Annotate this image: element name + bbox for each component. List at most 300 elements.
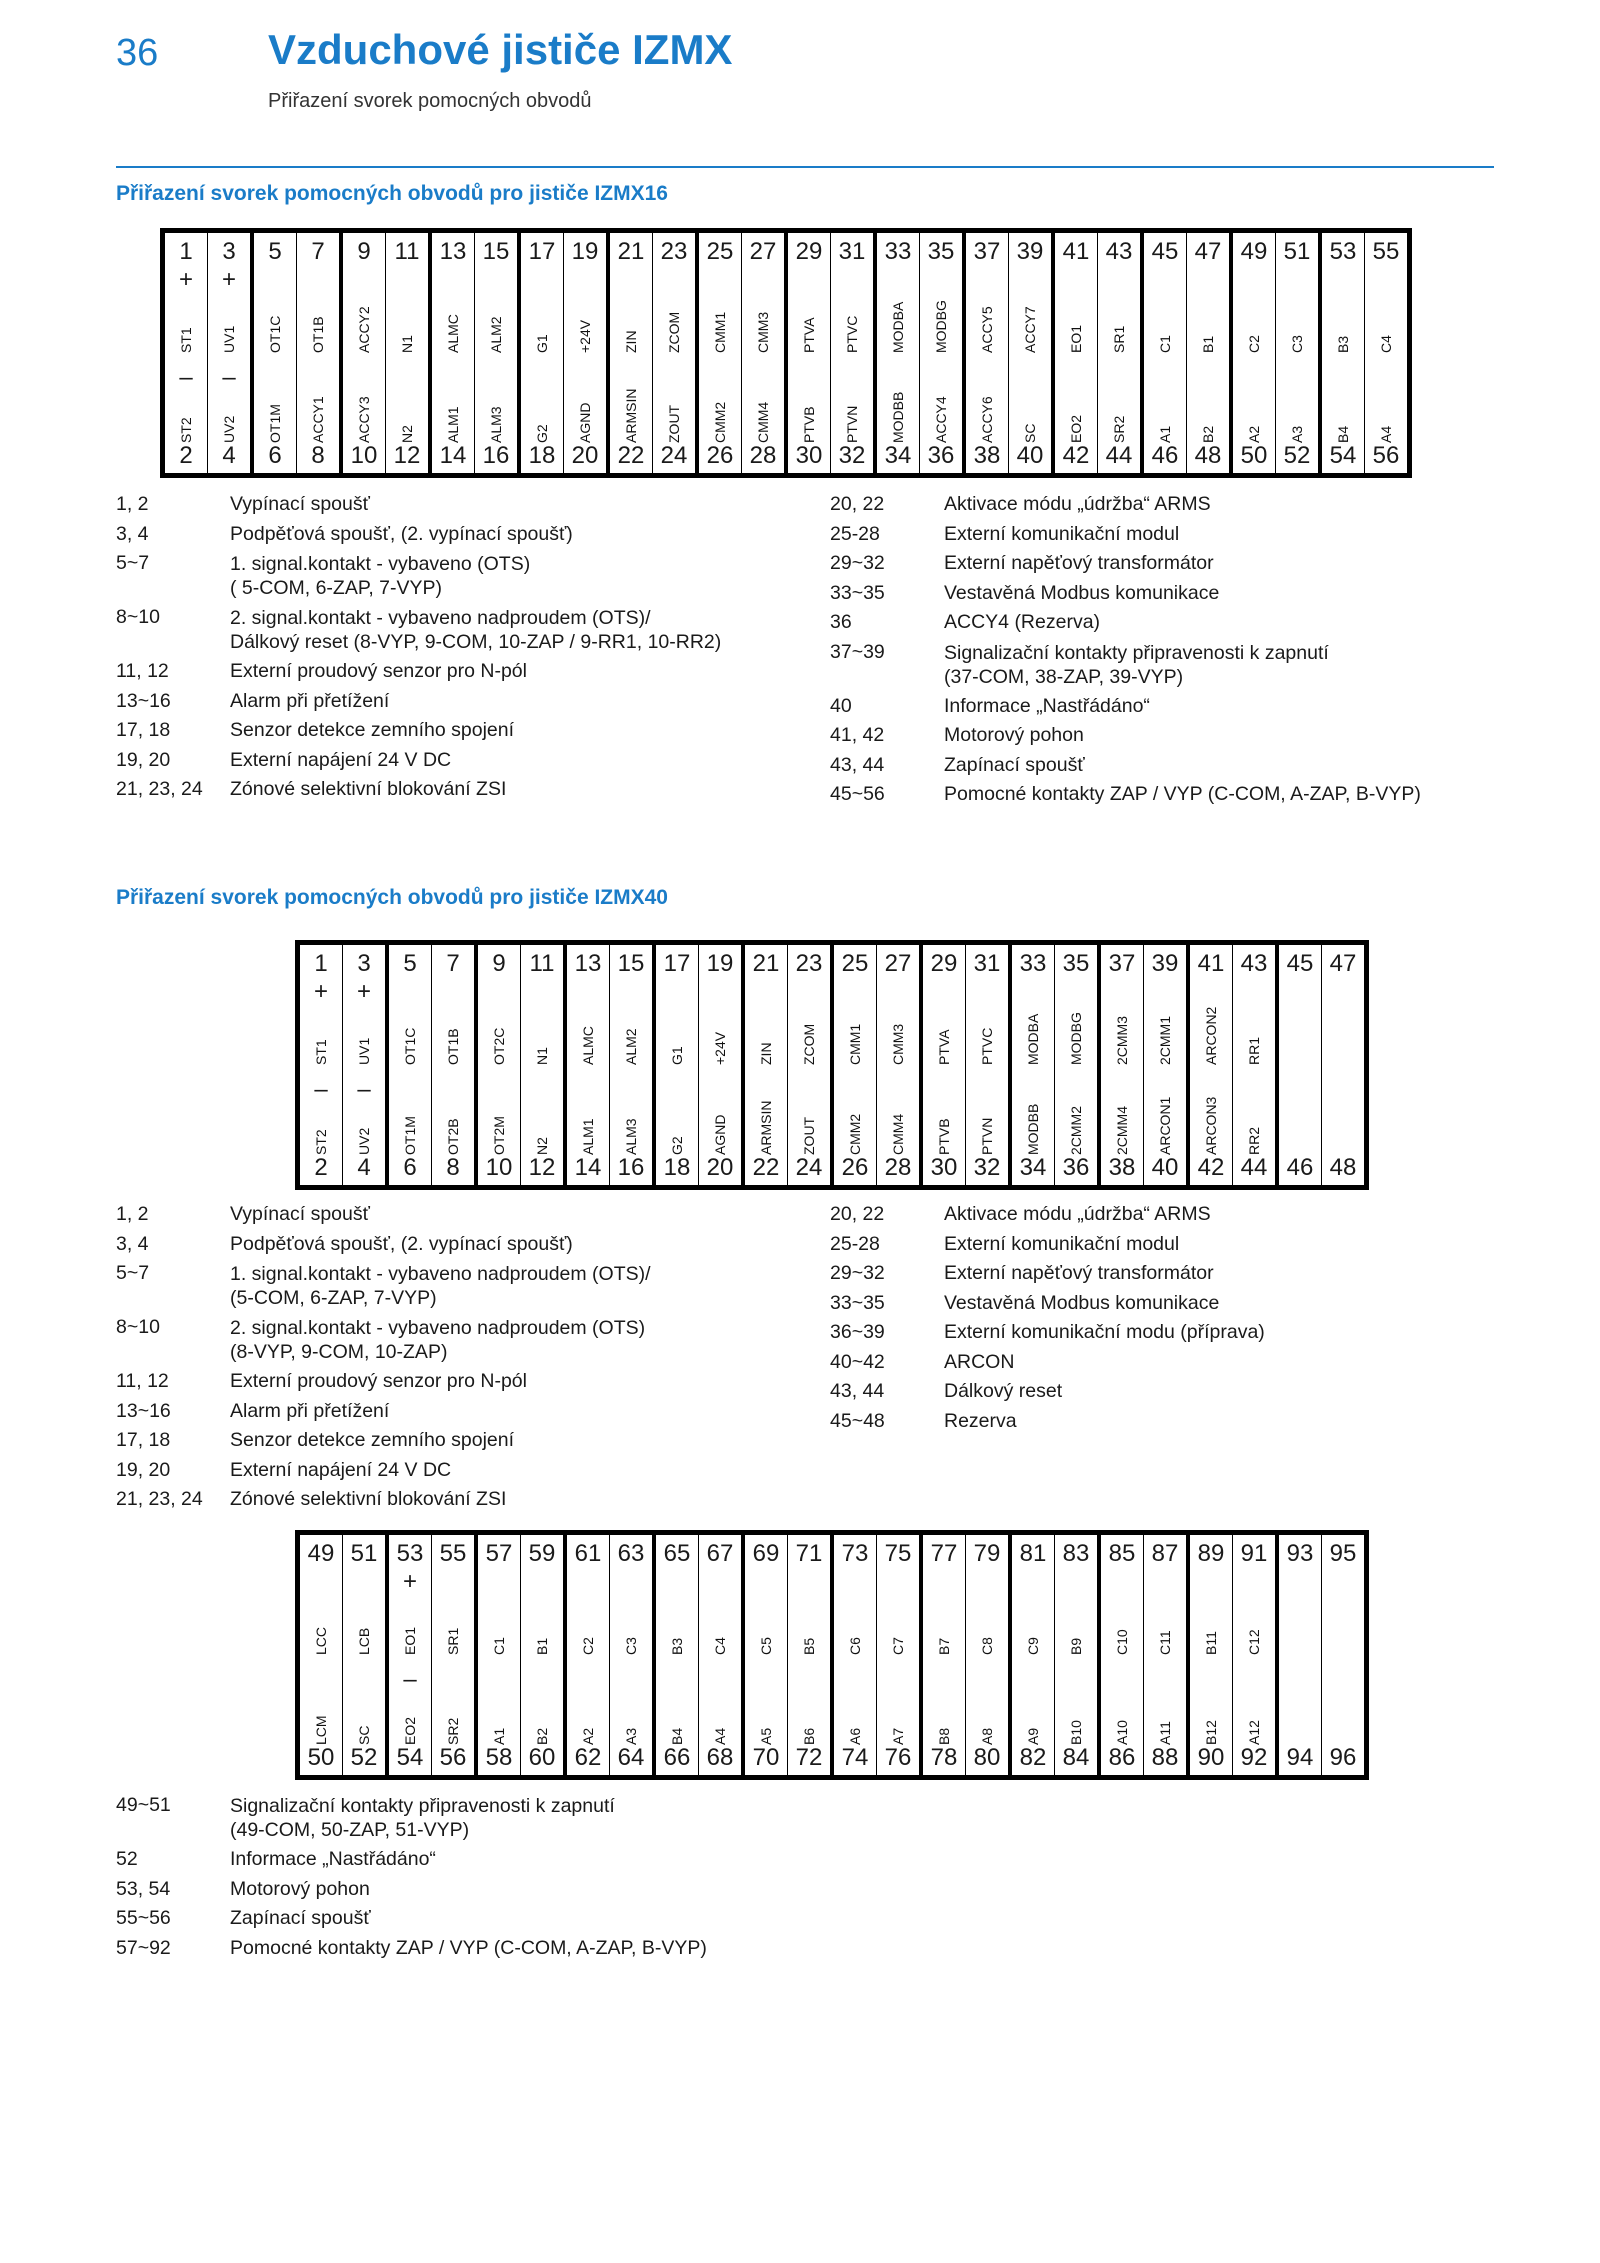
terminal-label: CMM3: [890, 1023, 906, 1065]
terminal-cell: [1233, 233, 1275, 473]
terminal-label: ARCON3: [1203, 1096, 1219, 1155]
legend-izmx40-bottom: [116, 1791, 1016, 1963]
terminal-label: C2: [580, 1637, 596, 1655]
terminal-label: C1: [491, 1637, 507, 1655]
terminal-number: 5: [403, 950, 417, 977]
terminal-label: ST2: [313, 1129, 329, 1155]
terminal-label: B1: [534, 1637, 550, 1655]
terminal-number: 35: [1062, 950, 1090, 977]
terminal-pair: [962, 233, 1051, 473]
terminal-number: 52: [350, 1744, 378, 1771]
terminal-label: PTVC: [844, 315, 860, 353]
terminal-label: C4: [1378, 335, 1394, 353]
terminal-number: 2: [314, 1154, 328, 1181]
terminal-label: B2: [1200, 425, 1216, 443]
terminal-number: 56: [439, 1744, 467, 1771]
terminal-pair: [1275, 1535, 1364, 1775]
terminal-label: ARCON2: [1203, 1006, 1219, 1065]
terminal-label: EO1: [1068, 324, 1084, 353]
legend-key: 25-28: [830, 1232, 880, 1255]
terminal-number: 45: [1151, 238, 1179, 265]
terminal-number: 20: [706, 1154, 734, 1181]
terminal-label: OT2B: [445, 1118, 461, 1155]
terminal-cell: [877, 233, 919, 473]
terminal-label: C11: [1157, 1630, 1173, 1655]
terminal-label: 2CMM2: [1068, 1105, 1084, 1155]
legend-key: 57~92: [116, 1936, 171, 1959]
legend-value: [944, 1318, 1530, 1348]
terminal-label: PTVC: [979, 1027, 995, 1065]
terminal-label: B2: [534, 1727, 550, 1745]
terminal-cell: [1012, 1535, 1054, 1775]
terminal-number: 96: [1329, 1744, 1357, 1771]
terminal-cell: [1275, 233, 1318, 473]
legend-text: Zónové selektivní blokování ZSI: [230, 778, 507, 800]
terminal-cell: [300, 945, 342, 1185]
terminal-label: UV2: [356, 1127, 372, 1155]
terminal-number: 25: [841, 950, 869, 977]
legend-value: [230, 1230, 816, 1260]
terminal-number: 49: [1240, 238, 1268, 265]
terminal-pair: [1186, 945, 1275, 1185]
terminal-cell: [1364, 233, 1407, 473]
legend-key: 40: [830, 694, 852, 717]
terminal-number: 46: [1286, 1154, 1314, 1181]
terminal-pair: [385, 1535, 474, 1775]
legend-key: 13~16: [116, 689, 171, 712]
legend-text: ( 5-COM, 6-ZAP, 7-VYP): [230, 577, 443, 599]
terminal-number: 31: [973, 950, 1001, 977]
terminal-number: 78: [930, 1744, 958, 1771]
terminal-label: C5: [758, 1637, 774, 1655]
terminal-number: 74: [841, 1744, 869, 1771]
legend-value: [944, 692, 1530, 722]
legend-key: 11, 12: [116, 660, 169, 682]
terminal-number: 37: [1108, 950, 1136, 977]
legend-text: Dálkový reset (8-VYP, 9-COM, 10-ZAP / 9-RR1, 10-RR2): [230, 631, 722, 653]
terminal-cell: [1101, 1535, 1143, 1775]
terminal-number: 28: [884, 1154, 912, 1181]
terminal-number: 12: [393, 442, 421, 469]
legend-row: [116, 1875, 1016, 1905]
terminal-label: +24V: [577, 319, 593, 353]
legend-text: Senzor detekce zemního spojení: [230, 1429, 515, 1451]
legend-row: [116, 657, 816, 687]
legend-value: [230, 549, 816, 603]
terminal-pair: [919, 945, 1008, 1185]
legend-key: 40~42: [830, 1350, 885, 1373]
terminal-label: B11: [1203, 1631, 1219, 1655]
legend-key: 11, 12: [116, 1370, 169, 1392]
terminal-label: C7: [890, 1637, 906, 1655]
legend-izmx40-left: [116, 1200, 816, 1515]
terminal-cell: [745, 1535, 787, 1775]
terminal-number: 50: [307, 1744, 335, 1771]
terminal-number: 94: [1286, 1744, 1314, 1771]
terminal-label: B5: [801, 1637, 817, 1655]
terminal-label: ST1: [313, 1039, 329, 1065]
terminal-label: G2: [534, 424, 550, 443]
terminal-label: ACCY4: [933, 396, 949, 443]
legend-row: [116, 1367, 816, 1397]
terminal-number: 1: [314, 950, 328, 977]
terminal-pair: [1008, 945, 1097, 1185]
legend-text: Externí komunikační modul: [944, 522, 1180, 545]
legend-key: 45~56: [830, 783, 885, 805]
terminal-number: 12: [528, 1154, 556, 1181]
legend-izmx16-left: [116, 490, 816, 805]
legend-row: [830, 1289, 1530, 1319]
terminal-cell: [165, 233, 207, 473]
terminal-label: B10: [1068, 1720, 1084, 1745]
legend-text: Externí komunikační modu (příprava): [944, 1321, 1265, 1343]
terminal-label: C12: [1246, 1629, 1262, 1655]
legend-key: 33~35: [830, 1291, 885, 1314]
terminal-cell: [834, 945, 876, 1185]
terminal-cell: [520, 945, 563, 1185]
terminal-label: A3: [1289, 425, 1305, 443]
legend-key: 21, 23, 24: [116, 1488, 203, 1510]
terminal-label: 2CMM1: [1157, 1015, 1173, 1065]
terminal-cell: [609, 945, 652, 1185]
legend-text: Alarm při přetížení: [230, 1399, 390, 1422]
terminal-cell: [296, 233, 339, 473]
terminal-cell: [385, 233, 428, 473]
legend-text: 2. signal.kontakt - vybaveno nadproudem (OTS): [230, 1317, 646, 1339]
terminal-pair: [919, 1535, 1008, 1775]
terminal-number: 8: [446, 1154, 460, 1181]
terminal-cell: [656, 945, 698, 1185]
terminal-number: 20: [571, 442, 599, 469]
terminal-number: 95: [1329, 1540, 1357, 1567]
legend-key: 55~56: [116, 1907, 171, 1929]
terminal-number: 24: [660, 442, 688, 469]
terminal-label: ALM3: [623, 1118, 639, 1155]
terminal-label: A12: [1246, 1720, 1262, 1745]
legend-row: [116, 1200, 816, 1230]
legend-row: [830, 520, 1530, 550]
terminal-pair: [474, 1535, 563, 1775]
terminal-number: 69: [752, 1540, 780, 1567]
terminal-number: 15: [482, 238, 510, 265]
terminal-label: LCM: [313, 1715, 329, 1745]
terminal-label: +24V: [712, 1031, 728, 1065]
terminal-label: C4: [712, 1637, 728, 1655]
terminal-cell: [1322, 233, 1364, 473]
legend-key: 25-28: [830, 522, 880, 545]
terminal-label: CMM2: [847, 1113, 863, 1155]
legend-key: 45~48: [830, 1409, 885, 1432]
terminal-pair: [1140, 233, 1229, 473]
terminal-number: 80: [973, 1744, 1001, 1771]
terminal-label: OT1M: [402, 1116, 418, 1155]
terminal-label: SC: [356, 1725, 372, 1745]
legend-row: [116, 687, 816, 717]
terminal-cell: [788, 233, 830, 473]
terminal-cell: [876, 1535, 919, 1775]
polarity-minus: –: [179, 364, 193, 391]
terminal-label: N1: [534, 1047, 550, 1065]
legend-key: 49~51: [116, 1794, 171, 1816]
terminal-label: B7: [936, 1637, 952, 1655]
terminal-pair: [250, 233, 339, 473]
terminal-number: 40: [1151, 1154, 1179, 1181]
terminal-label: OT1B: [310, 316, 326, 353]
terminal-number: 88: [1151, 1744, 1179, 1771]
terminal-number: 47: [1194, 238, 1222, 265]
terminal-number: 27: [884, 950, 912, 977]
legend-key: 5~7: [116, 552, 150, 574]
terminal-cell: [207, 233, 250, 473]
terminal-label: C8: [979, 1637, 995, 1655]
terminal-pair: [1008, 1535, 1097, 1775]
terminal-number: 33: [1019, 950, 1047, 977]
terminal-number: 21: [617, 238, 645, 265]
terminal-cell: [656, 1535, 698, 1775]
legend-row: [116, 1791, 1016, 1845]
terminal-number: 16: [482, 442, 510, 469]
terminal-cell: [876, 945, 919, 1185]
terminal-number: 27: [749, 238, 777, 265]
terminal-label: N2: [534, 1137, 550, 1155]
terminal-number: 23: [660, 238, 688, 265]
terminal-number: 71: [795, 1540, 823, 1567]
terminal-label: A2: [1246, 425, 1262, 443]
terminal-label: CMM3: [755, 311, 771, 353]
terminal-number: 85: [1108, 1540, 1136, 1567]
legend-row: [116, 1313, 816, 1367]
polarity-plus: +: [356, 978, 371, 1005]
terminal-pair: [1051, 233, 1140, 473]
terminal-pair: [517, 233, 606, 473]
terminal-label: A11: [1157, 1721, 1173, 1745]
terminal-label: B4: [669, 1727, 685, 1745]
terminal-pair: [165, 233, 250, 473]
legend-key: 41, 42: [830, 724, 885, 746]
terminal-label: LCC: [313, 1626, 329, 1655]
terminal-number: 47: [1329, 950, 1357, 977]
terminal-pair: [563, 945, 652, 1185]
legend-value: [230, 1367, 816, 1397]
terminal-label: A3: [623, 1727, 639, 1745]
terminal-label: C3: [623, 1637, 639, 1655]
terminal-label: 2CMM4: [1114, 1105, 1130, 1155]
terminal-number: 90: [1197, 1744, 1225, 1771]
terminal-cell: [1190, 1535, 1232, 1775]
terminal-pair: [741, 1535, 830, 1775]
terminal-label: ARCON1: [1157, 1096, 1173, 1155]
terminal-number: 60: [528, 1744, 556, 1771]
terminal-label: ALM1: [445, 406, 461, 443]
terminal-number: 38: [1108, 1154, 1136, 1181]
terminal-pair: [563, 1535, 652, 1775]
terminal-number: 40: [1016, 442, 1044, 469]
legend-value: [230, 1456, 816, 1486]
legend-row: [830, 751, 1530, 781]
legend-value: [230, 1934, 1016, 1964]
terminal-number: 45: [1286, 950, 1314, 977]
legend-key: 20, 22: [830, 493, 885, 515]
terminal-number: 34: [884, 442, 912, 469]
legend-row: [830, 721, 1530, 751]
terminal-number: 1: [179, 238, 193, 265]
terminal-number: 55: [1372, 238, 1400, 265]
legend-key: 43, 44: [830, 753, 885, 776]
terminal-cell: [1054, 1535, 1097, 1775]
terminal-block-izmx40-b: [295, 1530, 1369, 1780]
legend-text: Pomocné kontakty ZAP / VYP (C-COM, A-ZAP, B-VYP): [230, 1936, 707, 1959]
legend-value: [230, 1259, 816, 1313]
legend-key: 8~10: [116, 1316, 160, 1338]
legend-key: 29~32: [830, 1262, 885, 1284]
legend-value: [944, 549, 1530, 579]
terminal-cell: [966, 233, 1008, 473]
terminal-cell: [1232, 1535, 1275, 1775]
terminal-pair: [741, 945, 830, 1185]
terminal-number: 26: [706, 442, 734, 469]
header-rule: [116, 166, 1494, 168]
terminal-number: 51: [350, 1540, 378, 1567]
legend-izmx16-right: [830, 490, 1530, 810]
legend-value: [230, 775, 816, 805]
terminal-number: 41: [1197, 950, 1225, 977]
terminal-number: 83: [1062, 1540, 1090, 1567]
terminal-number: 39: [1016, 238, 1044, 265]
terminal-label: CMM4: [890, 1113, 906, 1155]
legend-key: 8~10: [116, 606, 160, 628]
terminal-number: 9: [492, 950, 506, 977]
terminal-label: ZIN: [623, 330, 639, 353]
legend-row: [116, 603, 816, 657]
terminal-label: C3: [1289, 335, 1305, 353]
terminal-label: ACCY1: [310, 396, 326, 443]
terminal-number: 77: [930, 1540, 958, 1567]
terminal-cell: [1190, 945, 1232, 1185]
terminal-pair: [300, 1535, 385, 1775]
legend-value: [944, 721, 1530, 751]
legend-value: [230, 1875, 1016, 1905]
terminal-number: 48: [1329, 1154, 1357, 1181]
terminal-cell: [300, 1535, 342, 1775]
legend-row: [116, 775, 816, 805]
legend-text: ARCON: [944, 1350, 1015, 1373]
terminal-label: ZCOM: [801, 1023, 817, 1065]
terminal-label: MODBA: [890, 301, 906, 353]
terminal-number: 10: [350, 442, 378, 469]
terminal-label: UV2: [221, 415, 237, 443]
terminal-label: SR1: [1111, 325, 1127, 353]
terminal-label: OT2C: [491, 1027, 507, 1065]
terminal-label: EO1: [402, 1626, 418, 1655]
terminal-cell: [478, 945, 520, 1185]
legend-text: ACCY4 (Rezerva): [944, 611, 1101, 633]
terminal-label: A6: [847, 1727, 863, 1745]
terminal-cell: [1279, 945, 1321, 1185]
legend-value: [230, 1426, 816, 1456]
terminal-number: 57: [485, 1540, 513, 1567]
terminal-number: 93: [1286, 1540, 1314, 1567]
terminal-label: AGND: [577, 402, 593, 443]
terminal-number: 28: [749, 442, 777, 469]
terminal-label: OT1C: [402, 1027, 418, 1065]
legend-value: [944, 1377, 1530, 1407]
terminal-number: 52: [1283, 442, 1311, 469]
terminal-label: ZOUT: [666, 404, 682, 443]
legend-text: Signalizační kontakty připravenosti k zapnutí: [944, 641, 1329, 664]
terminal-cell: [1232, 945, 1275, 1185]
terminal-number: 33: [884, 238, 912, 265]
legend-text: Externí napájení 24 V DC: [230, 748, 452, 771]
terminal-number: 53: [1329, 238, 1357, 265]
legend-izmx40-right: [830, 1200, 1530, 1436]
terminal-cell: [1143, 945, 1186, 1185]
terminal-label: ST2: [178, 417, 194, 443]
terminal-cell: [919, 233, 962, 473]
terminal-label: LCB: [356, 1627, 372, 1655]
terminal-label: AGND: [712, 1114, 728, 1155]
terminal-label: B12: [1203, 1720, 1219, 1745]
terminal-number: 32: [838, 442, 866, 469]
legend-text: Zapínací spoušť: [944, 753, 1085, 776]
legend-text: Externí napájení 24 V DC: [230, 1458, 452, 1481]
terminal-label: C1: [1157, 335, 1173, 353]
terminal-pair: [1229, 233, 1318, 473]
terminal-cell: [652, 233, 695, 473]
legend-row: [830, 1348, 1530, 1378]
terminal-number: 49: [307, 1540, 335, 1567]
terminal-label: MODBG: [933, 300, 949, 353]
terminal-cell: [1008, 233, 1051, 473]
legend-row: [830, 1230, 1530, 1260]
terminal-cell: [521, 233, 563, 473]
terminal-number: 89: [1197, 1540, 1225, 1567]
legend-key: 37~39: [830, 640, 885, 663]
terminal-label: MODBG: [1068, 1012, 1084, 1065]
terminal-pair: [474, 945, 563, 1185]
terminal-label: 2CMM3: [1114, 1015, 1130, 1065]
legend-row: [116, 1904, 1016, 1934]
terminal-number: 16: [617, 1154, 645, 1181]
legend-text: Vypínací spoušť: [230, 1203, 370, 1225]
terminal-number: 91: [1240, 1540, 1268, 1567]
terminal-number: 48: [1194, 442, 1222, 469]
terminal-label: C6: [847, 1637, 863, 1655]
legend-key: 33~35: [830, 581, 885, 604]
terminal-label: ACCY5: [979, 306, 995, 353]
legend-key: 3, 4: [116, 1232, 149, 1255]
terminal-cell: [567, 1535, 609, 1775]
terminal-cell: [965, 945, 1008, 1185]
terminal-number: 35: [927, 238, 955, 265]
terminal-number: 17: [663, 950, 691, 977]
terminal-pair: [695, 233, 784, 473]
terminal-number: 4: [357, 1154, 371, 1181]
terminal-number: 75: [884, 1540, 912, 1567]
legend-row: [116, 746, 816, 776]
legend-text: Podpěťová spoušť, (2. vypínací spoušť): [230, 1232, 573, 1255]
terminal-pair: [652, 1535, 741, 1775]
legend-text: Signalizační kontakty připravenosti k zapnutí: [230, 1795, 615, 1817]
terminal-label: A10: [1114, 1720, 1130, 1745]
legend-value: [230, 1791, 1016, 1845]
terminal-cell: [610, 233, 652, 473]
terminal-cell: [432, 233, 474, 473]
legend-value: [230, 1397, 816, 1427]
terminal-number: 50: [1240, 442, 1268, 469]
legend-key: 20, 22: [830, 1203, 885, 1225]
legend-value: [944, 1200, 1530, 1230]
legend-row: [116, 490, 816, 520]
